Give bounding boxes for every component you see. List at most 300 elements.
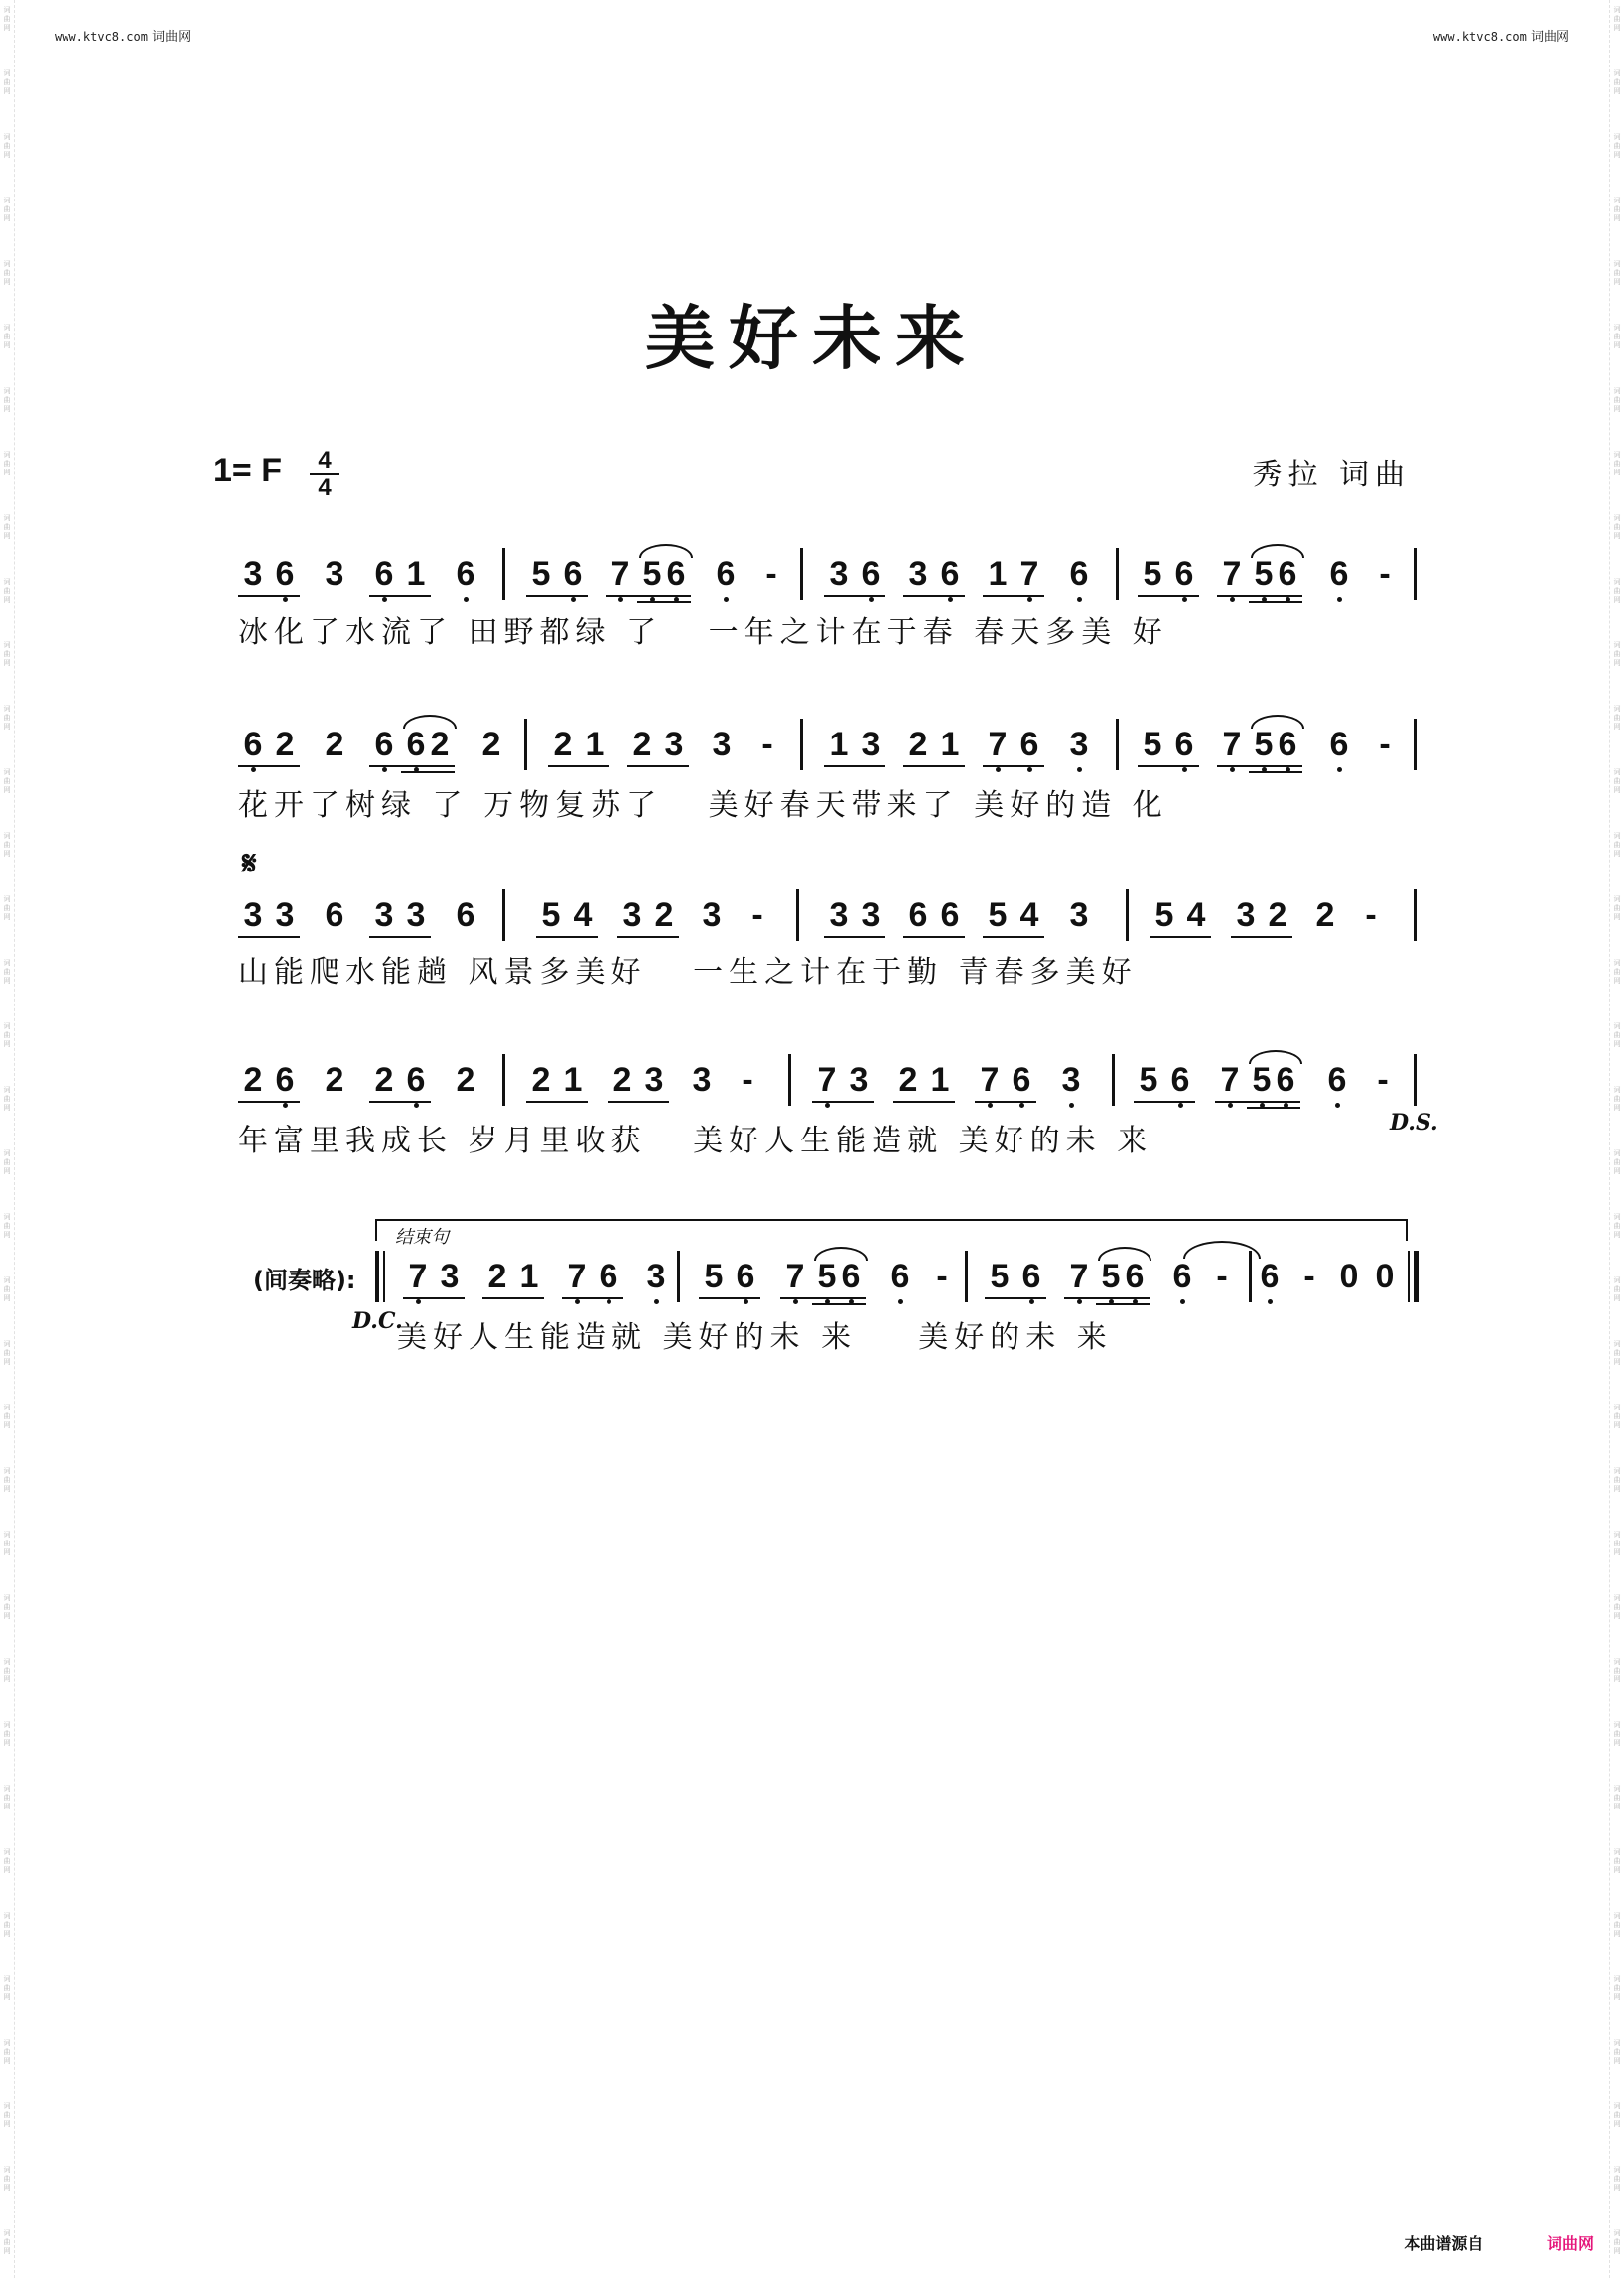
note: -	[761, 726, 773, 763]
underline-beam	[526, 1101, 588, 1103]
note: 7	[1217, 725, 1247, 764]
note: 2	[430, 726, 450, 763]
underline-beam	[526, 595, 588, 597]
note: 6	[1273, 554, 1302, 594]
watermark-text: 词 曲 网	[3, 6, 11, 32]
note: 3	[664, 726, 684, 763]
note: -	[1379, 726, 1391, 763]
note: 7	[812, 1060, 842, 1100]
note: 3	[1069, 896, 1089, 934]
barline	[800, 719, 803, 770]
note: 3	[243, 555, 263, 593]
underline-beam	[1217, 765, 1302, 767]
underline-beam	[1138, 765, 1199, 767]
barline	[502, 1054, 505, 1106]
note: 6	[594, 1257, 623, 1296]
note: 3	[406, 896, 426, 934]
note: 6	[451, 554, 480, 594]
note: 7	[983, 725, 1013, 764]
watermark-text: 词 曲 网	[3, 1658, 11, 1683]
barline	[1116, 719, 1119, 770]
barline	[1414, 548, 1417, 600]
time-top: 4	[318, 447, 332, 473]
lyrics-row-2: 花开了树绿 了 万物复苏了 美好春天带来了 美好的造 化	[238, 788, 1168, 823]
watermark-text: 词 曲 网	[3, 895, 11, 921]
watermark-text: 词 曲 网	[3, 1975, 11, 2001]
watermark-text: 词 曲 网	[3, 1149, 11, 1175]
note: 5	[531, 555, 551, 593]
underline-beam	[606, 595, 691, 597]
watermark-text: 词 曲 网	[1613, 2039, 1621, 2065]
barline	[788, 1054, 791, 1106]
note: 5	[1249, 725, 1279, 764]
watermark-text: 词 曲 网	[3, 1848, 11, 1874]
notation-row-2	[238, 725, 1420, 774]
note: 6	[456, 896, 475, 934]
note: 5	[990, 1258, 1010, 1295]
note: -	[742, 1061, 753, 1099]
ending-label: 结束句	[395, 1227, 449, 1248]
note: 1	[829, 726, 849, 763]
underline-beam	[985, 1297, 1046, 1299]
watermark-text: 词 曲 网	[3, 1785, 11, 1810]
note: -	[1216, 1258, 1228, 1295]
barline	[1414, 889, 1417, 941]
watermark-text: 词 曲 网	[3, 832, 11, 858]
barline	[1116, 548, 1119, 600]
note: 7	[606, 554, 635, 594]
watermark-text: 词 曲 网	[1613, 1594, 1621, 1620]
note: 1	[563, 1061, 583, 1099]
note: 3	[829, 896, 849, 934]
ds-mark: D.S.	[1390, 1110, 1438, 1136]
header-name: 词曲网	[152, 30, 192, 45]
underline-beam	[536, 936, 598, 938]
underline-beam	[903, 936, 965, 938]
watermark-text: 词 曲 网	[1613, 1721, 1621, 1747]
note: 3	[702, 896, 722, 934]
note: 1	[519, 1258, 539, 1295]
note: 2	[481, 726, 501, 763]
note: 5	[704, 1258, 724, 1295]
note: 2	[654, 896, 674, 934]
underline-beam	[238, 595, 300, 597]
note: -	[936, 1258, 948, 1295]
watermark-text: 词 曲 网	[3, 1594, 11, 1620]
watermark-text: 词 曲 网	[3, 2229, 11, 2255]
watermark-text: 词 曲 网	[1613, 1276, 1621, 1302]
note: 6	[270, 1060, 300, 1100]
note: 6	[836, 1257, 866, 1296]
underline-beam	[812, 1303, 866, 1305]
barline	[1414, 719, 1417, 770]
note: 7	[403, 1257, 433, 1296]
watermark-text: 词 曲 网	[1613, 1086, 1621, 1112]
note: 6	[1007, 1060, 1036, 1100]
watermark-text: 词 曲 网	[1613, 1658, 1621, 1683]
barline	[796, 889, 799, 941]
note: 5	[1143, 726, 1162, 763]
lyrics-row-5: 美好人生能造就 美好的未 来 美好的未 来	[397, 1320, 1113, 1355]
header-site: www.ktvc8.com	[55, 30, 148, 44]
watermark-text: 词 曲 网	[3, 578, 11, 603]
watermark-text: 词 曲 网	[3, 641, 11, 667]
underline-beam	[627, 765, 689, 767]
note: 5	[812, 1257, 842, 1296]
note: -	[1377, 1061, 1389, 1099]
note: 3	[374, 896, 394, 934]
note: 7	[975, 1060, 1005, 1100]
underline-beam	[824, 936, 885, 938]
watermark-text: 词 曲 网	[1613, 1531, 1621, 1556]
note: 4	[1019, 896, 1039, 934]
ending-bracket	[375, 1219, 1408, 1241]
note: 6	[1165, 1060, 1195, 1100]
underline-beam	[1134, 1101, 1195, 1103]
note: 3	[692, 1061, 712, 1099]
note: 2	[374, 1061, 394, 1099]
barline	[383, 1251, 385, 1302]
watermark-text: 词 曲 网	[3, 514, 11, 540]
note: 2	[1268, 896, 1287, 934]
watermark-text: 词 曲 网	[1613, 2102, 1621, 2128]
underline-beam	[983, 595, 1044, 597]
watermark-text: 词 曲 网	[1613, 197, 1621, 222]
note: 3	[712, 726, 732, 763]
slur-arc	[1251, 715, 1304, 729]
underline-beam	[403, 1297, 465, 1299]
note: 5	[1154, 896, 1174, 934]
underline-beam	[812, 1101, 874, 1103]
key-signature: 1= F	[213, 452, 282, 489]
notation-row-1	[238, 554, 1420, 603]
note: 3	[641, 1257, 671, 1296]
slur-arc	[403, 715, 457, 729]
note: 3	[861, 726, 880, 763]
watermark-text: 词 曲 网	[1613, 1785, 1621, 1810]
interlude-label: (间奏略):	[253, 1267, 356, 1294]
watermark-text: 词 曲 网	[3, 2102, 11, 2128]
note: 7	[1217, 554, 1247, 594]
note: 6	[1120, 1257, 1150, 1296]
watermark-text: 词 曲 网	[3, 197, 11, 222]
lyrics-row-3: 山能爬水能趟 风景多美好 一生之计在于勤 青春多美好	[238, 955, 1138, 990]
notation-row-5	[375, 1257, 1427, 1306]
watermark-text: 词 曲 网	[3, 69, 11, 95]
note: 3	[1236, 896, 1256, 934]
watermark-text: 词 曲 网	[1613, 324, 1621, 349]
watermark-text: 词 曲 网	[1613, 578, 1621, 603]
barline	[1414, 1251, 1419, 1302]
barline	[524, 719, 527, 770]
note: 1	[930, 1061, 950, 1099]
note: 7	[1215, 1060, 1245, 1100]
underline-beam	[617, 936, 679, 938]
note: 2	[275, 726, 295, 763]
note: 6	[1273, 725, 1302, 764]
note: 2	[553, 726, 573, 763]
header-left	[55, 26, 191, 45]
song-title: 美好未来	[645, 297, 979, 379]
note: 2	[898, 1061, 918, 1099]
barline	[1249, 1251, 1252, 1302]
watermark-text: 词 曲 网	[3, 451, 11, 476]
underline-beam	[369, 1101, 431, 1103]
note: 7	[562, 1257, 592, 1296]
note: 6	[1255, 1257, 1285, 1296]
note: 6	[731, 1257, 760, 1296]
time-bottom: 4	[318, 474, 332, 501]
note: 6	[1271, 1060, 1300, 1100]
footer-source: 本曲谱源自	[1404, 2234, 1484, 2253]
note: 2	[325, 1061, 344, 1099]
note: 5	[1247, 1060, 1277, 1100]
note: 6	[1167, 1257, 1197, 1296]
note: 6	[369, 554, 399, 594]
note: 6	[1064, 554, 1094, 594]
underline-beam	[893, 1101, 955, 1103]
watermark-text: 词 曲 网	[3, 1086, 11, 1112]
underline-beam	[1247, 1107, 1300, 1109]
note: 4	[1186, 896, 1206, 934]
underline-beam	[824, 765, 885, 767]
watermark-text: 词 曲 网	[1613, 1340, 1621, 1366]
note: 5	[1139, 1061, 1158, 1099]
note: 2	[908, 726, 928, 763]
slur-arc	[1251, 544, 1304, 558]
underline-beam	[1249, 601, 1302, 603]
note: 1	[585, 726, 605, 763]
header-name: 词曲网	[1530, 30, 1569, 45]
underline-beam	[482, 1297, 544, 1299]
watermark-text: 词 曲 网	[3, 1340, 11, 1366]
note: 4	[573, 896, 593, 934]
watermark-text: 词 曲 网	[1613, 1912, 1621, 1938]
note: 2	[456, 1061, 475, 1099]
note: 5	[1249, 554, 1279, 594]
note: 7	[1064, 1257, 1094, 1296]
slur-arc	[639, 544, 693, 558]
note: 2	[1315, 896, 1335, 934]
note: 6	[711, 554, 741, 594]
underline-beam	[238, 936, 300, 938]
note: 6	[856, 554, 885, 594]
note: 6	[661, 554, 691, 594]
underline-beam	[1096, 1303, 1150, 1305]
watermark-text: 词 曲 网	[3, 2039, 11, 2065]
underline-beam	[401, 771, 455, 773]
watermark-text: 词 曲 网	[3, 1022, 11, 1048]
note: 0	[1375, 1258, 1395, 1295]
watermark-text: 词 曲 网	[1613, 641, 1621, 667]
underline-beam	[983, 936, 1044, 938]
note: 5	[1143, 555, 1162, 593]
watermark-text: 词 曲 网	[3, 1276, 11, 1302]
note: 2	[325, 726, 344, 763]
watermark-text: 词 曲 网	[1613, 1213, 1621, 1239]
note: 6	[940, 896, 960, 934]
watermark-text: 词 曲 网	[3, 768, 11, 794]
barline	[1408, 1251, 1410, 1302]
watermark-text: 词 曲 网	[3, 1213, 11, 1239]
watermark-text: 词 曲 网	[3, 959, 11, 985]
note: 6	[1169, 725, 1199, 764]
underline-beam	[1215, 1101, 1300, 1103]
watermark-text: 词 曲 网	[1613, 1022, 1621, 1048]
watermark-text: 词 曲 网	[1613, 2229, 1621, 2255]
footer	[1404, 2231, 1594, 2254]
underline-beam	[562, 1297, 623, 1299]
note: 3	[440, 1258, 460, 1295]
barline	[502, 889, 505, 941]
lyrics-row-4: 年富里我成长 岁月里收获 美好人生能造就 美好的未 来	[238, 1124, 1153, 1158]
note: 7	[1015, 554, 1044, 594]
lyrics-row-1: 冰化了水流了 田野都绿 了 一年之计在于春 春天多美 好	[238, 615, 1168, 650]
barline	[677, 1251, 680, 1302]
credit: 秀拉 词曲	[1252, 458, 1411, 492]
note: 6	[885, 1257, 915, 1296]
note: 6	[270, 554, 300, 594]
note: 3	[1056, 1060, 1086, 1100]
note: 5	[1096, 1257, 1126, 1296]
note: 6	[325, 896, 344, 934]
note: 2	[612, 1061, 632, 1099]
watermark-text: 词 曲 网	[1613, 387, 1621, 413]
note: 6	[1322, 1060, 1352, 1100]
underline-beam	[824, 595, 885, 597]
note: 5	[988, 896, 1008, 934]
watermark-text: 词 曲 网	[1613, 1975, 1621, 2001]
note: 6	[908, 896, 928, 934]
note: -	[1303, 1258, 1315, 1295]
watermark-text: 词 曲 网	[3, 1912, 11, 1938]
note: 3	[908, 555, 928, 593]
watermark-text: 词 曲 网	[3, 1467, 11, 1493]
note: 1	[988, 555, 1008, 593]
watermark-text: 词 曲 网	[1613, 1149, 1621, 1175]
watermark-text: 词 曲 网	[3, 1404, 11, 1429]
note: 6	[1015, 725, 1044, 764]
note: 6	[369, 725, 399, 764]
note: 3	[325, 555, 344, 593]
slur-arc	[1098, 1247, 1151, 1261]
underline-beam	[780, 1297, 866, 1299]
note: 3	[622, 896, 642, 934]
note: 3	[829, 555, 849, 593]
watermark-text: 词 曲 网	[3, 2166, 11, 2192]
time-signature	[310, 449, 339, 500]
header-site: www.ktvc8.com	[1432, 30, 1527, 44]
barline	[1414, 1054, 1417, 1106]
watermark-text: 词 曲 网	[1613, 133, 1621, 159]
underline-beam	[637, 601, 691, 603]
notation-row-4	[238, 1060, 1420, 1110]
note: 3	[243, 896, 263, 934]
notation-row-3	[238, 895, 1420, 945]
watermark-text: 词 曲 网	[1613, 705, 1621, 731]
barline	[502, 548, 505, 600]
note: 3	[275, 896, 295, 934]
underline-beam	[608, 1101, 669, 1103]
note: 6	[1324, 725, 1354, 764]
note: 1	[406, 555, 426, 593]
note: 3	[849, 1061, 869, 1099]
underline-beam	[903, 765, 965, 767]
watermark-text: 词 曲 网	[1613, 959, 1621, 985]
watermark-text: 词 曲 网	[1613, 832, 1621, 858]
watermark-text: 词 曲 网	[1613, 260, 1621, 286]
note: -	[751, 896, 763, 934]
note: 6	[1324, 554, 1354, 594]
note: 6	[401, 1060, 431, 1100]
watermark-text: 词 曲 网	[1613, 768, 1621, 794]
slur-arc	[1249, 1050, 1302, 1064]
watermark-text: 词 曲 网	[3, 324, 11, 349]
note: 1	[940, 726, 960, 763]
underline-beam	[369, 936, 431, 938]
note: 3	[1064, 725, 1094, 764]
slur-arc	[814, 1247, 868, 1261]
underline-beam	[699, 1297, 760, 1299]
note: 5	[637, 554, 667, 594]
underline-beam	[1249, 771, 1302, 773]
underline-beam	[238, 765, 300, 767]
underline-beam	[548, 765, 609, 767]
watermark-text: 词 曲 网	[1613, 514, 1621, 540]
underline-beam	[903, 595, 965, 597]
watermark-text: 词 曲 网	[1613, 69, 1621, 95]
underline-beam	[975, 1101, 1036, 1103]
watermark-text: 词 曲 网	[1613, 895, 1621, 921]
watermark-text: 词 曲 网	[1613, 1467, 1621, 1493]
watermark-text: 词 曲 网	[3, 705, 11, 731]
watermark-text: 词 曲 网	[3, 387, 11, 413]
note: 6	[935, 554, 965, 594]
note: 6	[1169, 554, 1199, 594]
note: 2	[632, 726, 652, 763]
note: 6	[558, 554, 588, 594]
barline	[375, 1251, 379, 1302]
watermark-text: 词 曲 网	[3, 1531, 11, 1556]
note: 6	[238, 725, 268, 764]
note: 3	[861, 896, 880, 934]
note: 7	[780, 1257, 810, 1296]
watermark-text: 词 曲 网	[1613, 451, 1621, 476]
underline-beam	[983, 765, 1044, 767]
watermark-text: 词 曲 网	[3, 260, 11, 286]
watermark-text: 词 曲 网	[1613, 1404, 1621, 1429]
footer-brand: 词曲网	[1546, 2234, 1594, 2253]
watermark-text: 词 曲 网	[3, 1721, 11, 1747]
underline-beam	[1217, 595, 1302, 597]
note: 6	[401, 725, 431, 764]
barline	[800, 548, 803, 600]
note: -	[1365, 896, 1377, 934]
underline-beam	[1150, 936, 1211, 938]
note: 3	[644, 1061, 664, 1099]
note: -	[765, 555, 777, 593]
watermark-text: 词 曲 网	[1613, 2166, 1621, 2192]
note: 0	[1339, 1258, 1359, 1295]
underline-beam	[238, 1101, 300, 1103]
header-right	[1433, 26, 1569, 45]
note: 2	[243, 1061, 263, 1099]
barline	[965, 1251, 968, 1302]
watermark-text: 词 曲 网	[1613, 1848, 1621, 1874]
watermark-text: 词 曲 网	[3, 133, 11, 159]
note: 5	[541, 896, 561, 934]
underline-beam	[1138, 595, 1199, 597]
